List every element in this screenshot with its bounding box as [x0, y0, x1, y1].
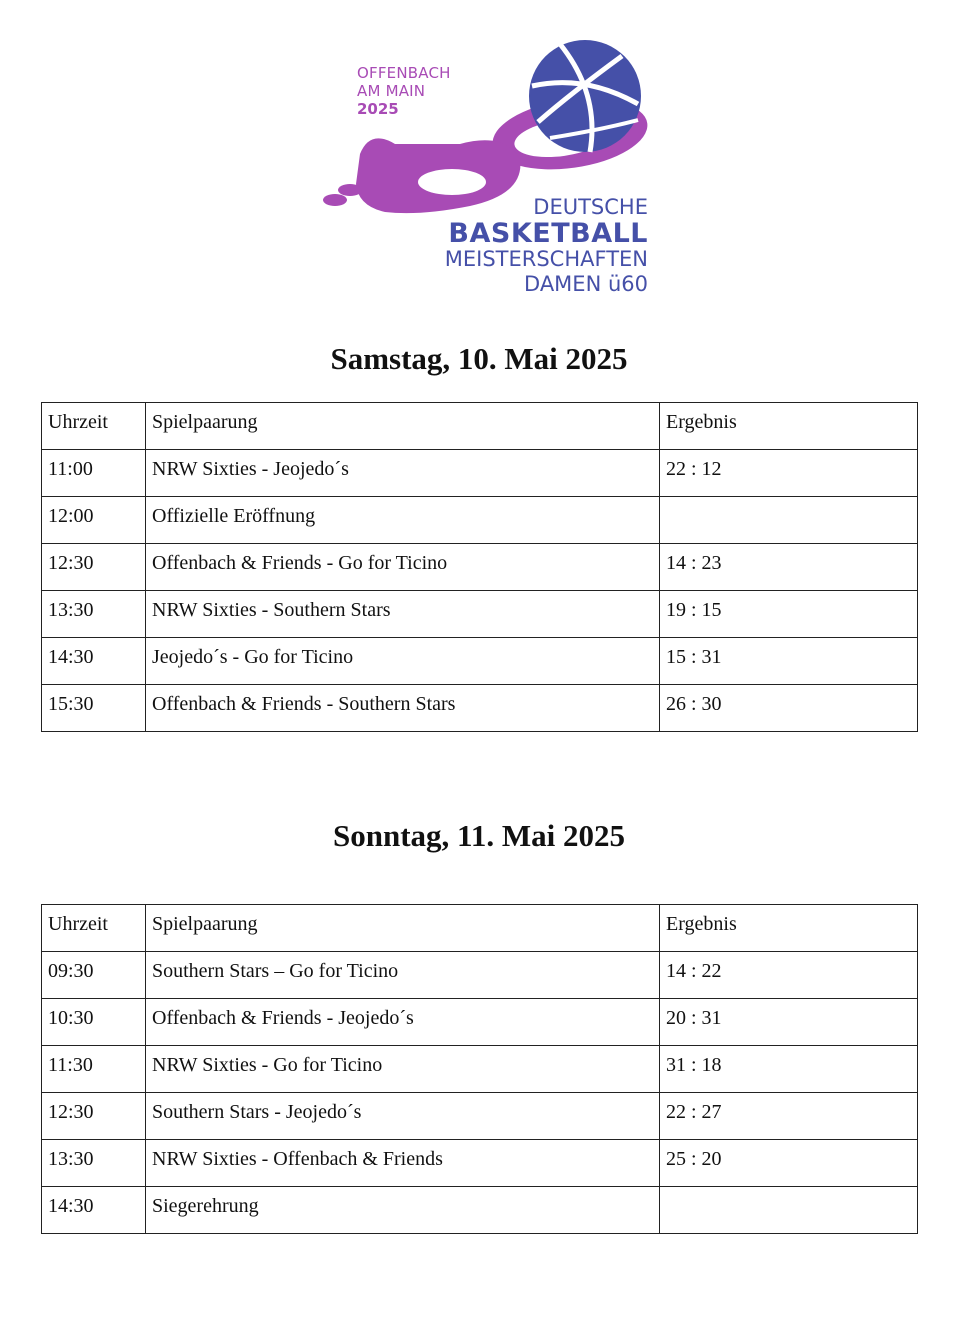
- table-row: [42, 685, 918, 732]
- cell-time: 12:30: [42, 1093, 146, 1140]
- cell-time: 12:30: [42, 544, 146, 591]
- cell-result: 20 : 31: [660, 999, 918, 1046]
- cell-match: Offenbach & Friends - Go for Ticino: [146, 544, 660, 591]
- cell-time: 12:00: [42, 497, 146, 544]
- table-row: [42, 497, 918, 544]
- table-row: [42, 952, 918, 999]
- day-title-sunday: Sonntag, 11. Mai 2025: [333, 818, 625, 853]
- cell-result: [660, 1187, 918, 1234]
- cell-time: 13:30: [42, 591, 146, 638]
- cell-time: 15:30: [42, 685, 146, 732]
- table-row: [42, 1187, 918, 1234]
- cell-match: NRW Sixties - Go for Ticino: [146, 1046, 660, 1093]
- logo-city-line1: OFFENBACH: [357, 64, 451, 82]
- cell-time: 11:00: [42, 450, 146, 497]
- cell-result: 14 : 23: [660, 544, 918, 591]
- cell-match: NRW Sixties - Jeojedo´s: [146, 450, 660, 497]
- header-match: Spielpaarung: [146, 905, 660, 952]
- logo-line-meisterschaften: MEISTERSCHAFTEN: [444, 247, 648, 271]
- table-row: [42, 450, 918, 497]
- cell-time: 11:30: [42, 1046, 146, 1093]
- cell-time: 13:30: [42, 1140, 146, 1187]
- schedule-table-saturday: [41, 402, 918, 732]
- cell-match: Southern Stars - Jeojedo´s: [146, 1093, 660, 1140]
- cell-result: 15 : 31: [660, 638, 918, 685]
- cell-result: 26 : 30: [660, 685, 918, 732]
- cell-result: 25 : 20: [660, 1140, 918, 1187]
- logo-city-line2: AM MAIN: [357, 82, 426, 100]
- cell-match: Jeojedo´s - Go for Ticino: [146, 638, 660, 685]
- cell-result: 31 : 18: [660, 1046, 918, 1093]
- cell-match: Offizielle Eröffnung: [146, 497, 660, 544]
- cell-result: 19 : 15: [660, 591, 918, 638]
- table-row: [42, 544, 918, 591]
- table-row: [42, 1093, 918, 1140]
- cell-match: NRW Sixties - Southern Stars: [146, 591, 660, 638]
- schedule-table-sunday: [41, 904, 918, 1234]
- cell-match: NRW Sixties - Offenbach & Friends: [146, 1140, 660, 1187]
- cell-match: Southern Stars – Go for Ticino: [146, 952, 660, 999]
- cell-match: Siegerehrung: [146, 1187, 660, 1234]
- cell-result: 14 : 22: [660, 952, 918, 999]
- table-row: [42, 999, 918, 1046]
- header-time: Uhrzeit: [42, 403, 146, 450]
- table-header-row: [42, 905, 918, 952]
- event-logo: [300, 34, 660, 300]
- header-time: Uhrzeit: [42, 905, 146, 952]
- cell-result: 22 : 27: [660, 1093, 918, 1140]
- table-row: [42, 1046, 918, 1093]
- logo-line-damen: DAMEN ü60: [524, 272, 648, 296]
- table-row: [42, 1140, 918, 1187]
- cell-time: 09:30: [42, 952, 146, 999]
- cell-match: Offenbach & Friends - Jeojedo´s: [146, 999, 660, 1046]
- table-row: [42, 638, 918, 685]
- logo-line-deutsche: DEUTSCHE: [533, 195, 648, 219]
- header-result: Ergebnis: [660, 905, 918, 952]
- cell-time: 14:30: [42, 638, 146, 685]
- cell-match: Offenbach & Friends - Southern Stars: [146, 685, 660, 732]
- header-match: Spielpaarung: [146, 403, 660, 450]
- header-result: Ergebnis: [660, 403, 918, 450]
- logo-line-basketball: BASKETBALL: [448, 218, 648, 249]
- cell-result: 22 : 12: [660, 450, 918, 497]
- cell-time: 14:30: [42, 1187, 146, 1234]
- table-row: [42, 591, 918, 638]
- logo-year: 2025: [357, 100, 399, 118]
- day-title-saturday: Samstag, 10. Mai 2025: [330, 341, 628, 376]
- cell-result: [660, 497, 918, 544]
- cell-time: 10:30: [42, 999, 146, 1046]
- table-header-row: [42, 403, 918, 450]
